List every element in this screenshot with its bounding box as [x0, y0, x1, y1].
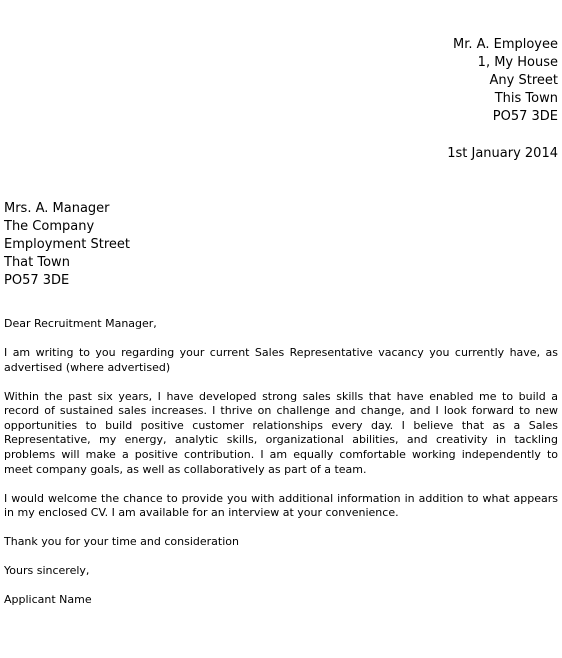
sender-postcode: PO57 3DE — [492, 109, 558, 124]
recipient-town: That Town — [4, 255, 70, 270]
sender-address-line-2: Any Street — [489, 73, 558, 88]
paragraph-further-info: I would welcome the chance to provide you with additional information in addition to what appears in my enclosed CV. I am available for an interview at your convenience. — [4, 491, 558, 520]
sender-name: Mr. A. Employee — [453, 37, 558, 52]
recipient-name: Mrs. A. Manager — [4, 201, 110, 216]
paragraph-experience: Within the past six years, I have developed strong sales skills that have enabled me to build a record of sustained sales increases. I thrive on challenge and change, and I look forward to new opportunities to build positive customer relationships every day. I believe that as a Sales Representative, my energy, analytic skills, organizational abilities, and creativity in tackling problems will make a positive contribution. I am equally comfortable working independently to meet company goals, as well as collaboratively as part of a team. — [4, 389, 558, 476]
closing-line: Yours sincerely, — [4, 564, 90, 578]
sender-address — [453, 36, 558, 126]
sender-town: This Town — [494, 91, 558, 106]
sender-address-line-1: 1, My House — [477, 55, 558, 70]
recipient-address — [4, 200, 130, 290]
letter-date: 1st January 2014 — [447, 146, 558, 161]
salutation: Dear Recruitment Manager, — [4, 317, 157, 330]
letter-body — [4, 317, 558, 622]
signature-name: Applicant Name — [4, 593, 92, 607]
paragraph-vacancy: I am writing to you regarding your current Sales Representative vacancy you currently have, as advertised (where advertised) — [4, 345, 558, 374]
recipient-postcode: PO57 3DE — [4, 273, 70, 288]
thanks-line: Thank you for your time and consideration — [4, 535, 239, 549]
recipient-street: Employment Street — [4, 237, 131, 252]
recipient-company: The Company — [4, 219, 95, 234]
